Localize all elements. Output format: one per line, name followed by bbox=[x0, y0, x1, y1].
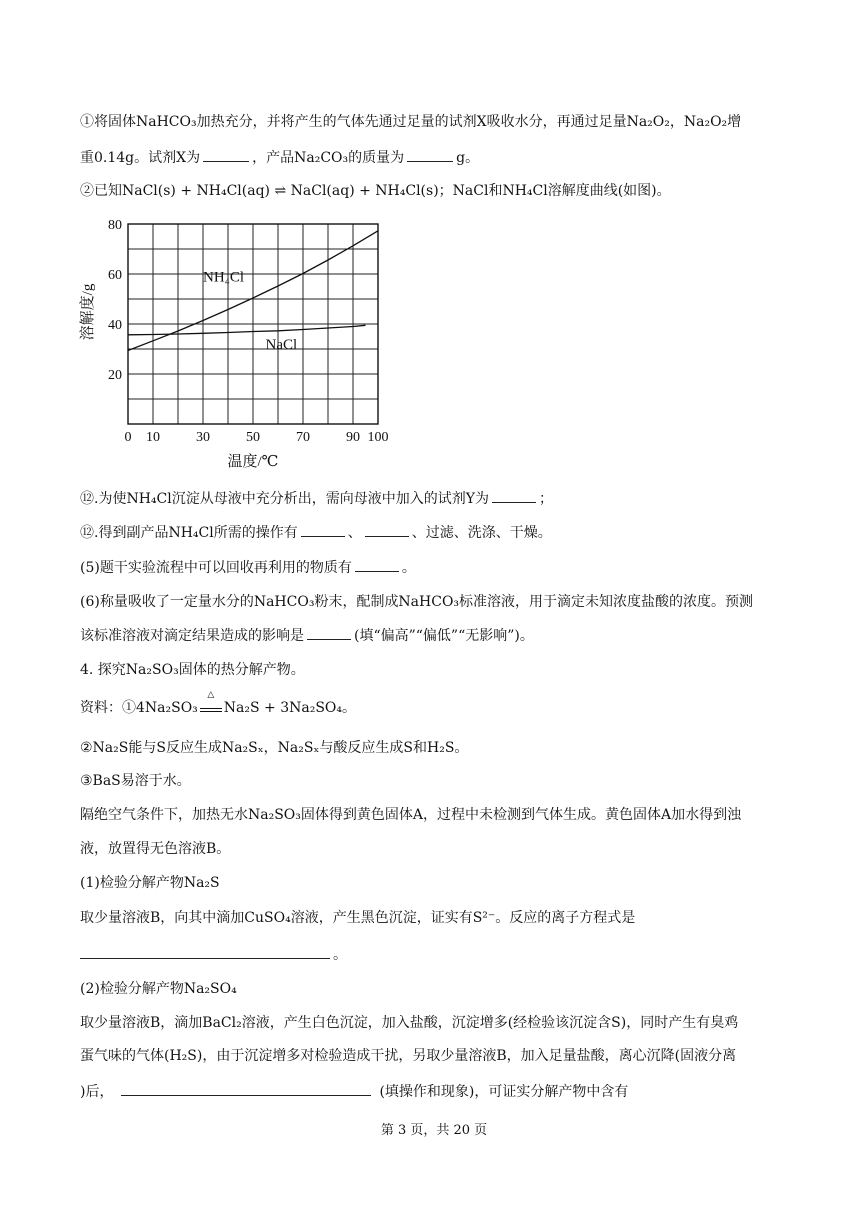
series-line-nh4cl bbox=[128, 231, 378, 351]
y-axis-label: 溶解度/g bbox=[80, 283, 96, 341]
part-1-end: 。 bbox=[333, 947, 347, 963]
item-1-text-c: g。 bbox=[456, 150, 480, 166]
reference-2: ②Na₂S能与S反应生成Na₂Sₓ，Na₂Sₓ与酸反应生成S和H₂S。 bbox=[80, 740, 469, 756]
reference-1-reactant: ①4Na₂SO₃ bbox=[122, 700, 198, 716]
series-label-nh4cl: NH₄Cl bbox=[203, 269, 245, 286]
x-axis-label: 温度/℃ bbox=[227, 454, 279, 470]
sub-item-2-sep: 、 bbox=[347, 525, 362, 541]
chart-axes bbox=[128, 224, 378, 424]
x-tick-label: 50 bbox=[246, 430, 260, 445]
part-2-line-2: 蛋气味的气体(H₂S)，由于沉淀增多对检验造成干扰，另取少量溶液B，加入足量盐酸，离心沉降(固液分离 bbox=[80, 1048, 737, 1064]
heat-arrow bbox=[200, 690, 222, 712]
question-4-title: 4. 探究Na₂SO₃固体的热分解产物。 bbox=[80, 662, 305, 678]
part-1-text: 取少量溶液B，向其中滴加CuSO₄溶液，产生黑色沉淀，证实有S²⁻。反应的离子方程式是 bbox=[80, 910, 636, 926]
effect-blank[interactable] bbox=[307, 625, 351, 640]
question-5-end: 。 bbox=[401, 560, 416, 576]
part-1-answer bbox=[80, 944, 347, 965]
chart-grid bbox=[128, 224, 378, 424]
y-tick-label: 40 bbox=[108, 318, 122, 333]
sub-item-1-text: ⑫.为使NH₄Cl沉淀从母液中充分析出，需向母液中加入的试剂Y为 bbox=[80, 491, 489, 507]
reference-1-products: Na₂S + 3Na₂SO₄。 bbox=[223, 700, 357, 716]
intro-line-2: 液，放置得无色溶液B。 bbox=[80, 841, 231, 857]
x-tick-label: 90 bbox=[346, 430, 360, 445]
y-tick-label: 60 bbox=[108, 268, 122, 283]
question-5-text: (5)题干实验流程中可以回收再利用的物质有 bbox=[80, 560, 352, 576]
reference-label: 资料： bbox=[80, 700, 122, 716]
x-tick-label: 30 bbox=[196, 430, 210, 445]
part-2-line-3-start: )后， bbox=[80, 1084, 114, 1100]
item-1-text-a: 重0.14g。试剂X为 bbox=[80, 150, 201, 166]
item-1-line-1: ①将固体NaHCO₃加热充分，并将产生的气体先通过足量的试剂X吸收水分，再通过足量Na₂O₂，Na₂O₂增 bbox=[80, 114, 742, 130]
intro-line-1: 隔绝空气条件下，加热无水Na₂SO₃固体得到黄色固体A，过程中未检测到气体生成。黄色固体A加水得到浊 bbox=[80, 807, 742, 823]
chart-labels bbox=[78, 218, 389, 470]
y-tick-label: 80 bbox=[108, 218, 122, 233]
part-2-title: (2)检验分解产物Na₂SO₄ bbox=[80, 981, 237, 997]
item-1-text-b: ，产品Na₂CO₃的质量为 bbox=[252, 150, 405, 166]
operation-blank-2[interactable] bbox=[365, 522, 409, 537]
reference-3: ③BaS易溶于水。 bbox=[80, 773, 191, 789]
part-2-line-3 bbox=[80, 1081, 628, 1102]
question-5 bbox=[80, 557, 416, 578]
part-2-line-3-end: (填操作和现象)，可证实分解产物中含有 bbox=[379, 1084, 629, 1100]
x-tick-label: 10 bbox=[146, 430, 160, 445]
recycle-blank[interactable] bbox=[355, 557, 399, 572]
question-6-text: 该标准溶液对滴定结果造成的影响是 bbox=[80, 628, 304, 644]
heat-symbol: △ bbox=[207, 690, 215, 700]
page-footer: 第 3 页，共 20 页 bbox=[380, 1123, 488, 1138]
question-6-line-2 bbox=[80, 625, 534, 646]
series-label-nacl: NaCl bbox=[265, 337, 298, 353]
operation-blank-1[interactable] bbox=[301, 522, 345, 537]
mass-blank[interactable] bbox=[407, 147, 453, 162]
sub-item-1-end: ； bbox=[538, 491, 553, 507]
reagent-x-blank[interactable] bbox=[203, 147, 249, 162]
operation-phenomenon-blank[interactable] bbox=[121, 1081, 371, 1096]
ionic-equation-blank[interactable] bbox=[80, 944, 330, 959]
sub-item-2 bbox=[80, 522, 552, 543]
sub-item-1 bbox=[80, 488, 553, 509]
chart-series bbox=[128, 231, 378, 351]
part-1-title: (1)检验分解产物Na₂S bbox=[80, 875, 220, 891]
item-1-line-2 bbox=[80, 147, 479, 168]
plot-frame bbox=[128, 224, 378, 424]
question-6-end: (填“偏高”“偏低”“无影响”)。 bbox=[354, 628, 534, 644]
item-2-line: ②已知NaCl(s) + NH₄Cl(aq) ⇌ NaCl(aq) + NH₄Cl(s)；NaCl和NH₄Cl溶解度曲线(如图)。 bbox=[80, 183, 671, 199]
series-line-nacl bbox=[128, 325, 366, 335]
reference-1 bbox=[80, 690, 357, 718]
question-6-line-1: (6)称量吸收了一定量水分的NaHCO₃粉末，配制成NaHCO₃标准溶液，用于滴定未知浓度盐酸的浓度。预测 bbox=[80, 594, 754, 610]
x-tick-label: 100 bbox=[367, 430, 389, 445]
y-tick-label: 20 bbox=[108, 368, 122, 383]
sub-item-2-end: 、过滤、洗涤、干燥。 bbox=[411, 525, 552, 541]
reagent-y-blank[interactable] bbox=[492, 488, 536, 503]
x-tick-label: 70 bbox=[296, 430, 310, 445]
part-2-line-1: 取少量溶液B，滴加BaCl₂溶液，产生白色沉淀，加入盐酸，沉淀增多(经检验该沉淀含S)，同时产生有臭鸡 bbox=[80, 1015, 739, 1031]
x-tick-label: 0 bbox=[124, 430, 132, 445]
sub-item-2-text: ⑫.得到副产品NH₄Cl所需的操作有 bbox=[80, 525, 298, 541]
